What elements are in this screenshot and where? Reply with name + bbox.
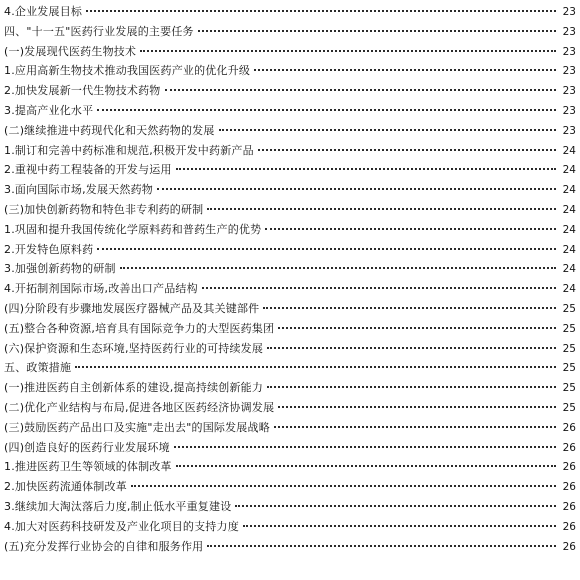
toc-entry-page-number: 26 <box>562 481 576 494</box>
toc-entry-title: 四、"十一五"医药行业发展的主要任务 <box>4 24 194 38</box>
toc-entry-page-number: 25 <box>562 322 576 335</box>
toc-entry-page-number: 25 <box>562 401 576 414</box>
toc-entry-title: (三)加快创新药物和特色非专利药的研制 <box>4 202 204 216</box>
toc-entry-title: 4.开拓制剂国际市场,改善出口产品结构 <box>4 282 198 296</box>
toc-entry-title: 3.继续加大淘汰落后力度,制止低水平重复建设 <box>4 499 232 513</box>
toc-entry <box>4 121 576 141</box>
toc-entry <box>4 299 576 319</box>
dot-leader <box>174 446 556 448</box>
toc-entry-page-number: 23 <box>562 124 576 137</box>
dot-leader <box>176 465 556 467</box>
toc-entry-page-number: 25 <box>562 362 576 375</box>
dot-leader <box>278 327 556 329</box>
toc-entry-title: 1.应用高新生物技术推动我国医药产业的优化升级 <box>4 64 251 78</box>
dot-leader <box>207 208 556 210</box>
dot-leader <box>267 386 556 388</box>
toc-entry-page-number: 23 <box>562 25 576 38</box>
toc-entry <box>4 240 576 260</box>
toc-entry <box>4 200 576 220</box>
toc-entry <box>4 497 576 517</box>
dot-leader <box>219 129 556 131</box>
toc-entry-title: (二)继续推进中药现代化和天然药物的发展 <box>4 123 215 137</box>
toc-entry <box>4 101 576 121</box>
toc-entry-title: 2.重视中药工程装备的开发与运用 <box>4 163 172 177</box>
toc-entry-title: (三)鼓励医药产品出口及实施"走出去"的国际发展战略 <box>4 420 270 434</box>
toc-entry <box>4 457 576 477</box>
dot-leader <box>243 525 556 527</box>
dot-leader <box>254 69 556 71</box>
toc-entry-title: (四)分阶段有步骤地发展医疗器械产品及其关键部件 <box>4 301 260 315</box>
toc-entry <box>4 418 576 438</box>
toc-entry-title: (四)创造良好的医药行业发展环境 <box>4 440 170 454</box>
dot-leader <box>165 89 557 91</box>
toc-entry-title: (一)推进医药自主创新体系的建设,提高持续创新能力 <box>4 381 264 395</box>
toc-entry <box>4 141 576 161</box>
toc-entry-page-number: 23 <box>562 6 576 18</box>
toc-entry <box>4 259 576 279</box>
toc-entry-page-number: 26 <box>562 520 576 533</box>
dot-leader <box>274 426 556 428</box>
toc-entry-page-number: 26 <box>562 540 576 553</box>
toc-entry <box>4 22 576 42</box>
toc-entry-page-number: 26 <box>562 421 576 434</box>
toc-entry-page-number: 23 <box>562 45 576 58</box>
toc-entry <box>4 61 576 81</box>
toc-entry-page-number: 23 <box>562 104 576 117</box>
dot-leader <box>131 485 556 487</box>
toc-entry-page-number: 26 <box>562 461 576 474</box>
dot-leader <box>86 10 556 12</box>
toc-entry-page-number: 24 <box>562 164 576 177</box>
toc-entry <box>4 220 576 240</box>
toc-entry <box>4 42 576 62</box>
dot-leader <box>235 505 556 507</box>
toc-entry-title: 1.巩固和提升我国传统化学原料药和普药生产的优势 <box>4 222 262 236</box>
dot-leader <box>120 267 556 269</box>
toc-entry-title: 2.加快医药流通体制改革 <box>4 480 127 494</box>
toc-entry <box>4 180 576 200</box>
toc-entry-page-number: 24 <box>562 263 576 276</box>
toc-entry-page-number: 24 <box>562 184 576 197</box>
toc-entry <box>4 358 576 378</box>
toc-entry-page-number: 24 <box>562 144 576 157</box>
toc-entry-page-number: 23 <box>562 65 576 78</box>
toc-entry <box>4 81 576 101</box>
toc-entry-title: 4.企业发展目标 <box>4 5 83 18</box>
toc-entry-title: 1.推进医药卫生等领域的体制改革 <box>4 460 172 474</box>
toc-entry-page-number: 25 <box>562 302 576 315</box>
toc-entry <box>4 319 576 339</box>
toc-entry-page-number: 24 <box>562 223 576 236</box>
toc-entry-title: 3.提高产业化水平 <box>4 103 94 117</box>
toc-entry-title: 3.加强创新药物的研制 <box>4 262 116 276</box>
toc-entry-page-number: 24 <box>562 283 576 296</box>
toc-entry <box>4 160 576 180</box>
toc-entry <box>4 339 576 359</box>
dot-leader <box>258 149 556 151</box>
dot-leader <box>97 109 556 111</box>
toc-entry-title: 1.制订和完善中药标准和规范,积极开发中药新产品 <box>4 143 254 157</box>
toc-entry <box>4 438 576 458</box>
dot-leader <box>263 307 556 309</box>
toc-entry-title: 2.开发特色原料药 <box>4 242 94 256</box>
dot-leader <box>267 347 556 349</box>
toc-entry-title: 3.面向国际市场,发展天然药物 <box>4 183 153 197</box>
toc-entry <box>4 537 576 557</box>
table-of-contents <box>4 2 576 556</box>
toc-entry-page-number: 24 <box>562 243 576 256</box>
toc-entry-page-number: 26 <box>562 500 576 513</box>
dot-leader <box>97 248 556 250</box>
toc-entry <box>4 517 576 537</box>
toc-entry-title: (六)保护资源和生态环境,坚持医药行业的可持续发展 <box>4 341 264 355</box>
toc-entry-page-number: 24 <box>562 203 576 216</box>
toc-entry-page-number: 23 <box>562 85 576 98</box>
dot-leader <box>202 287 556 289</box>
dot-leader <box>198 30 556 32</box>
dot-leader <box>75 366 556 368</box>
dot-leader <box>265 228 556 230</box>
toc-entry-title: 4.加大对医药科技研发及产业化项目的支持力度 <box>4 519 239 533</box>
toc-entry <box>4 2 576 22</box>
dot-leader <box>207 545 556 547</box>
dot-leader <box>176 168 556 170</box>
toc-entry-title: (五)充分发挥行业协会的自律和服务作用 <box>4 539 204 553</box>
dot-leader <box>278 406 556 408</box>
toc-entry <box>4 279 576 299</box>
toc-entry-page-number: 26 <box>562 441 576 454</box>
toc-entry-title: 2.加快发展新一代生物技术药物 <box>4 84 161 98</box>
dot-leader <box>140 50 556 52</box>
toc-entry <box>4 398 576 418</box>
toc-entry <box>4 477 576 497</box>
toc-entry-title: 五、政策措施 <box>4 361 72 375</box>
toc-entry-page-number: 25 <box>562 382 576 395</box>
toc-entry-title: (五)整合各种资源,培育具有国际竞争力的大型医药集团 <box>4 321 275 335</box>
dot-leader <box>157 188 556 190</box>
toc-entry <box>4 378 576 398</box>
toc-entry-title: (一)发展现代医药生物技术 <box>4 44 137 58</box>
toc-entry-title: (二)优化产业结构与布局,促进各地区医药经济协调发展 <box>4 400 275 414</box>
toc-entry-page-number: 25 <box>562 342 576 355</box>
